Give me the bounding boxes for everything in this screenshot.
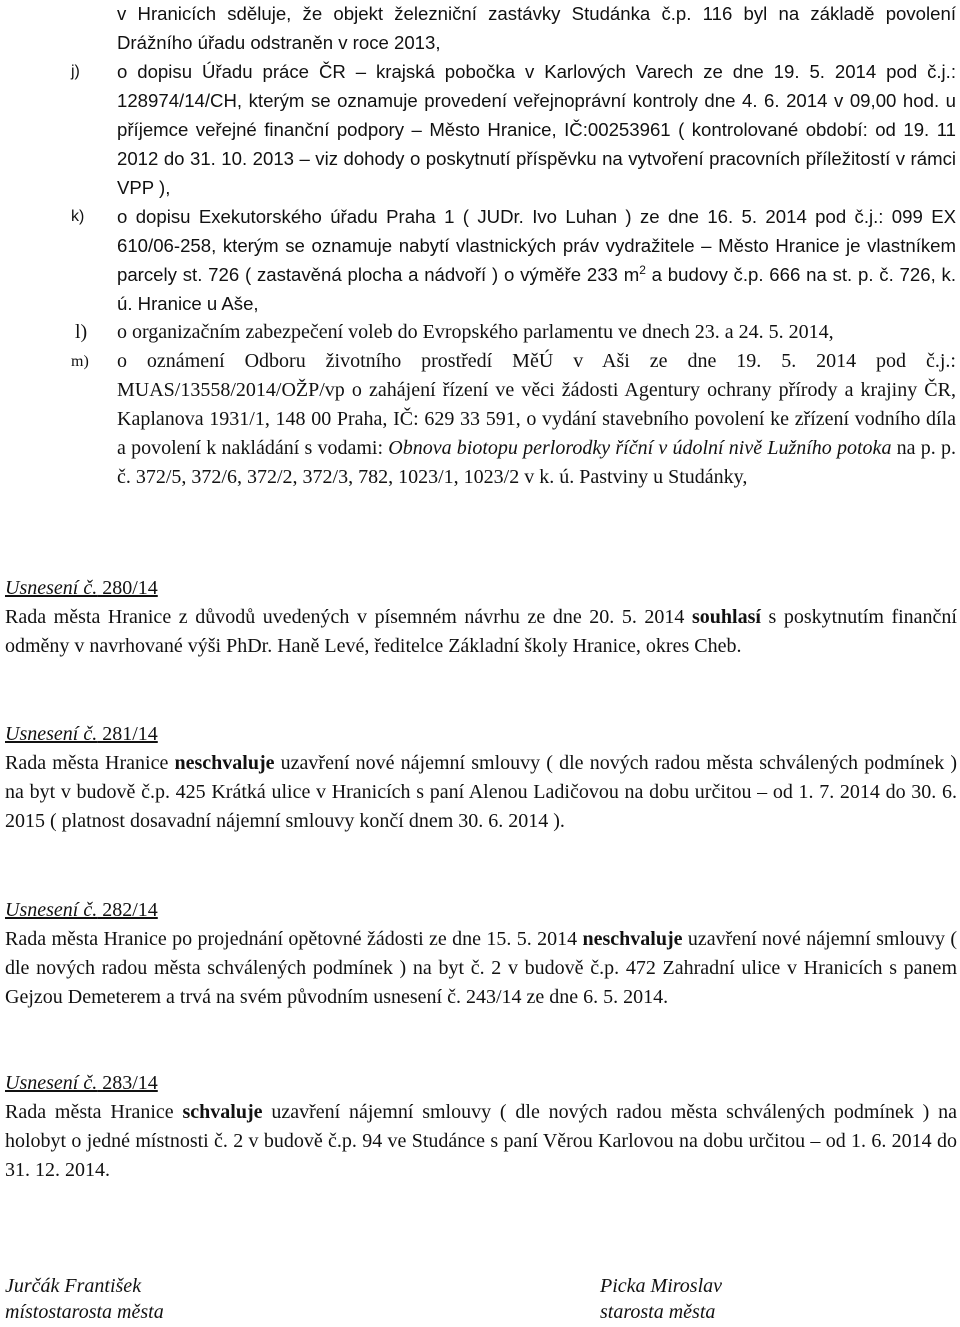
resolution-text-end: uzavření nové nájemní smlouvy ( dle nových radou města schválených podmínek ) na byt v budově č.p. 425 Krátká ulice v Hranicích s paní Alenou Ladičovou na dobu určitou – od 1. 7. 2014 do 30. 6. 2015 ( platnost dosavadní nájemní smlouvy končí dnem 30. 6. 2014 ). xyxy=(5,752,958,832)
resolution-decision: schvaluje xyxy=(182,1101,263,1123)
resolution-text-end: uzavření nájemní smlouvy ( dle nových radou města schválených podmínek ) na holobyt o jedné místnosti č. 2 v budově č.p. 94 ve Studánce s paní Věrou Karlovou na dobu určitou – od 1. 6. 2014 do 31. 12. 2014. xyxy=(5,1101,958,1181)
resolution-text xyxy=(5,1098,957,1185)
signature-role: místostarosta města xyxy=(5,1301,164,1323)
resolution-number: 281/14 xyxy=(97,723,158,745)
list-item xyxy=(0,57,960,202)
signature-mayor xyxy=(600,1273,722,1325)
resolution-281 xyxy=(5,720,957,836)
resolution-title-prefix: Usnesení č. xyxy=(5,899,98,921)
signature-name: Picka Miroslav xyxy=(600,1275,723,1297)
list-item-text: o dopisu Úřadu práce ČR – krajská pobočka v Karlových Varech ze dne 19. 5. 2014 pod č.j.: 128974/14/CH, kterým se oznamuje provedení veřejnoprávní kontroly dne 4. 6. 2014 v 09,00 hod. u příjemce veřejné finanční podpory – Město Hranice, IČ:00253961 ( kontrolované období: od 19. 11 2012 do 31. 10. 2013 – viz dohody o poskytnutí příspěvku na vytvoření pracovních příležitostí v rámci VPP ), xyxy=(117,61,956,198)
resolution-text xyxy=(5,925,957,1012)
resolution-title xyxy=(5,1072,158,1094)
list-item xyxy=(0,347,960,492)
resolution-280 xyxy=(5,574,957,661)
list-item-label: l) xyxy=(75,321,88,343)
resolution-text xyxy=(5,603,957,661)
resolution-title-prefix: Usnesení č. xyxy=(5,577,98,599)
resolution-decision: souhlasí xyxy=(692,606,761,628)
list-item-label: j) xyxy=(71,63,80,80)
signature-name: Jurčák František xyxy=(5,1275,142,1297)
resolution-text-end: s poskytnutím finanční odměny v navrhované výši PhDr. Haně Levé, ředitelce Základní školy Hranice, okres Cheb. xyxy=(5,606,957,657)
list-item xyxy=(0,202,960,318)
resolution-text-start: Rada města Hranice z důvodů uvedených v písemném návrhu ze dne 20. 5. 2014 xyxy=(5,606,692,628)
resolution-title xyxy=(5,723,158,745)
list-item-text: v Hranicích sděluje, že objekt železniční zastávky Studánka č.p. 116 byl na základě povolení Drážního úřadu odstraněn v roce 2013, xyxy=(117,3,956,53)
resolution-283 xyxy=(5,1069,957,1185)
list-item-text-continued: na p. p. č. 372/5, 372/6, 372/2, 372/3, 782, 1023/1, 1023/2 v k. ú. Pastviny u Studánky, xyxy=(117,437,956,488)
project-name: Obnova biotopu perlorodky říční v údolní nivě Lužního potoka xyxy=(388,437,892,459)
list-item xyxy=(0,318,960,347)
list-item-text: o dopisu Exekutorského úřadu Praha 1 ( JUDr. Ivo Luhan ) ze dne 16. 5. 2014 pod č.j.: 099 EX 610/06-258, kterým se oznamuje nabytí vlastnických práv vydražitele – Město Hranice je vlastníkem parcely st. 726 ( zastavěná plocha a nádvoří ) o výměře 233 m xyxy=(117,206,956,285)
list-item-label: m) xyxy=(71,353,89,370)
list-item-text-continued: a budovy č.p. 666 na st. p. č. 726, k. ú. Hranice u Aše, xyxy=(117,264,957,314)
resolution-title xyxy=(5,577,158,599)
signature-deputy-mayor xyxy=(5,1273,164,1325)
resolution-text-start: Rada města Hranice xyxy=(5,1101,183,1123)
resolution-decision: neschvaluje xyxy=(174,752,275,774)
superscript: 2 xyxy=(639,262,646,277)
signature-role: starosta města xyxy=(600,1301,716,1323)
list-item-label: k) xyxy=(71,208,85,225)
resolution-text xyxy=(5,749,957,836)
resolution-title-prefix: Usnesení č. xyxy=(5,1072,98,1094)
resolution-title xyxy=(5,899,158,921)
agenda-list xyxy=(0,0,960,492)
resolution-text-start: Rada města Hranice xyxy=(5,752,175,774)
resolution-number: 282/14 xyxy=(97,899,158,921)
resolution-282 xyxy=(5,896,957,1012)
resolution-number: 283/14 xyxy=(97,1072,158,1094)
resolution-text-end: uzavření nové nájemní smlouvy ( dle nových radou města schválených podmínek ) na byt č. 2 v budově č.p. 472 Zahradní ulice v Hranicích s panem Gejzou Demeterem a trvá na svém původním usnesení č. 243/14 ze dne 6. 5. 2014. xyxy=(5,928,957,1008)
list-item xyxy=(0,0,960,57)
resolution-text-start: Rada města Hranice po projednání opětovné žádosti ze dne 15. 5. 2014 xyxy=(5,928,583,950)
resolution-decision: neschvaluje xyxy=(582,928,683,950)
list-item-text: o oznámení Odboru životního prostředí MěÚ v Aši ze dne 19. 5. 2014 pod č.j.: MUAS/13558/2014/OŽP/vp o zahájení řízení ve věci žádosti Agentury ochrany přírody a krajiny ČR, Kaplanova 1931/1, 148 00 Praha, IČ: 629 33 591, o vydání stavebního povolení ke zřízení vodního díla a povolení k nakládání s vodami: xyxy=(117,350,956,459)
resolution-number: 280/14 xyxy=(97,577,158,599)
resolution-title-prefix: Usnesení č. xyxy=(5,723,98,745)
list-item-text: o organizačním zabezpečení voleb do Evropského parlamentu ve dnech 23. a 24. 5. 2014, xyxy=(117,321,834,343)
